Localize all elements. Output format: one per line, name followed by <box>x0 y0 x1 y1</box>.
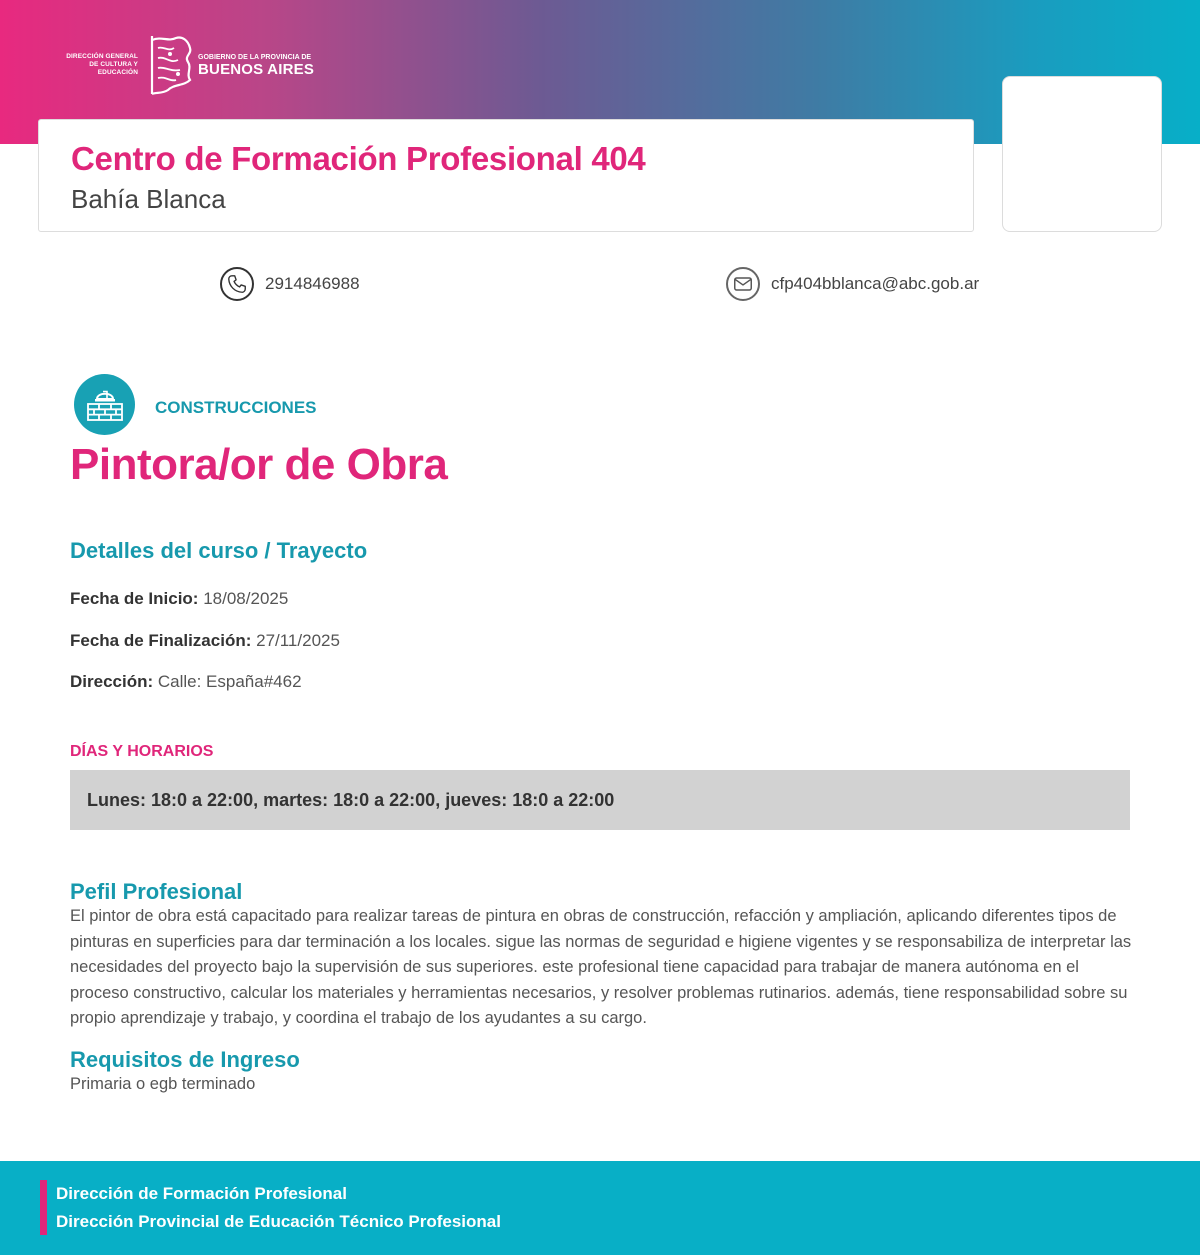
course-title: Pintora/or de Obra <box>70 440 448 489</box>
profile-section-title: Pefil Profesional <box>70 879 243 904</box>
phone-number: 2914846988 <box>265 274 360 293</box>
footer-accent-bar <box>40 1180 47 1235</box>
buenos-aires-emblem-icon <box>148 34 194 96</box>
end-date-label: Fecha de Finalización: <box>70 631 252 650</box>
schedule-value: Lunes: 18:0 a 22:00, martes: 18:0 a 22:00, jueves: 18:0 a 22:00 <box>87 789 615 810</box>
details-section-title: Detalles del curso / Trayecto <box>70 538 368 563</box>
institution-name: Centro de Formación Profesional 404 <box>71 140 646 177</box>
email-address: cfp404bblanca@abc.gob.ar <box>771 274 980 293</box>
schedule-box <box>70 770 1130 830</box>
government-logo[interactable] <box>58 34 314 96</box>
requirements-description: Primaria o egb terminado <box>70 1075 256 1093</box>
logo-right-big-text: BUENOS AIRES <box>198 60 315 78</box>
start-date-label: Fecha de Inicio: <box>70 589 199 608</box>
course-category: CONSTRUCCIONES <box>155 398 317 417</box>
start-date-row <box>70 589 288 609</box>
start-date-value: 18/08/2025 <box>203 589 289 608</box>
footer-line-1: Dirección de Formación Profesional <box>56 1184 347 1203</box>
requirements-section-title: Requisitos de Ingreso <box>70 1047 300 1072</box>
footer <box>0 1161 1200 1255</box>
schedule-label: DÍAS Y HORARIOS <box>70 743 214 760</box>
phone-icon <box>220 267 254 301</box>
address-value: Calle: España#462 <box>157 672 302 691</box>
institution-city: Bahía Blanca <box>71 184 226 214</box>
logo-left-text: DIRECCIÓN GENERAL DE CULTURA Y EDUCACIÓN <box>66 53 138 76</box>
address-label: Dirección: <box>70 672 154 691</box>
end-date-row <box>70 631 340 651</box>
phone-contact[interactable] <box>220 267 360 301</box>
institution-image-placeholder <box>1002 76 1162 232</box>
logo-right-small-text: GOBIERNO DE LA PROVINCIA DE <box>198 53 312 61</box>
brick-wall-icon <box>74 374 135 435</box>
end-date-value: 27/11/2025 <box>256 631 340 650</box>
address-row <box>70 672 302 692</box>
profile-description: El pintor de obra está capacitado para realizar tareas de pintura en obras de construcción, refacción y ampliación, aplicando diferentes tipos de pinturas en superficies para dar terminación a los locales. sigue las normas de seguridad e higiene vigentes y se responsabiliza de interpretar las necesidades del proyecto bajo la supervisión de sus superiores. este profesional tiene capacidad para trabajar de manera autónoma en el proceso constructivo, calcular los materiales y herramientas necesarios, y resolver problemas rutinarios. además, tiene responsabilidad sobre su propio aprendizaje y trabajo, y coordina el trabajo de los ayudantes a su cargo. <box>70 907 1132 1028</box>
email-contact[interactable] <box>726 267 979 301</box>
institution-card <box>38 119 974 232</box>
footer-line-2: Dirección Provincial de Educación Técnico Profesional <box>56 1212 501 1231</box>
envelope-icon <box>726 267 760 301</box>
